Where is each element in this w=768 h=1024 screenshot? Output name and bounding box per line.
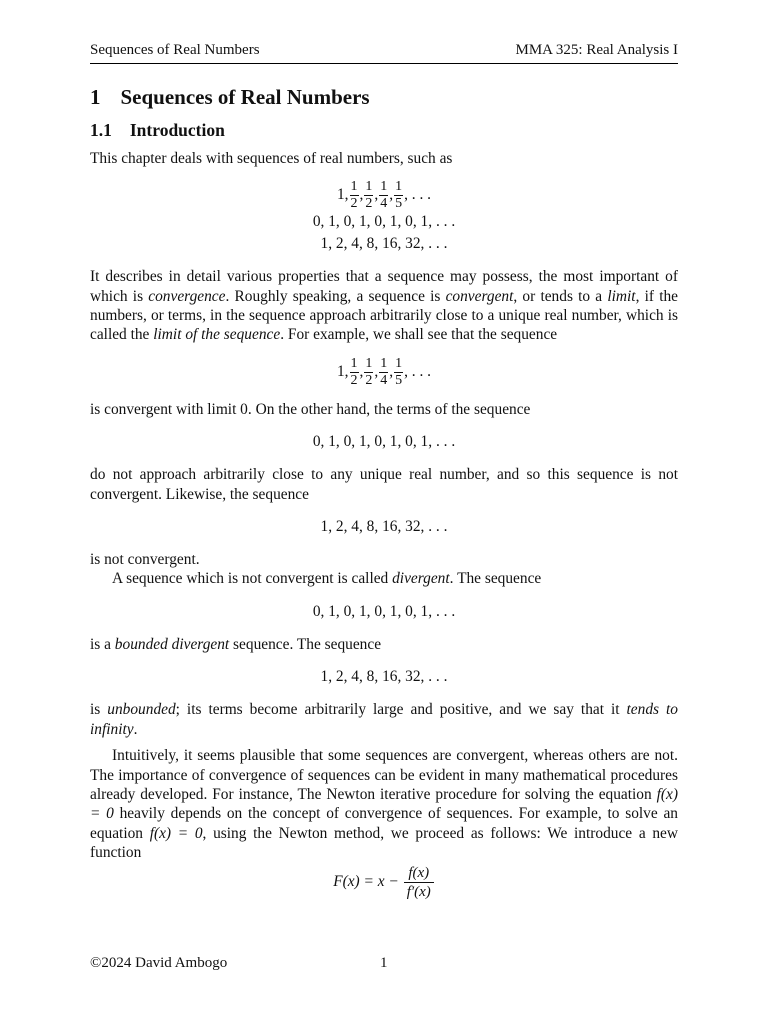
section-title: Sequences of Real Numbers: [120, 85, 370, 109]
paragraph-unbounded: is unbounded; its terms become arbitrarily large and positive, and we say that it tends to infinity.: [90, 701, 678, 738]
paragraph-convergence: It describes in detail various properties that a sequence may possess, the most important of which is convergence. Roughly speaking, a sequence is convergent, or tends to a limit, if the numbers, or terms, in the sequence approach arbitrarily close to a unique real number, which is called the limit of the sequence. For example, we shall see that the sequence: [90, 268, 679, 344]
display-alternating: [90, 601, 678, 623]
formula-fraction: $\frac{f(x)}{f'(x)}$: [404, 865, 434, 900]
sequence-alternating: 0, 1, 0, 1, 0, 1, 0, 1, . . .: [312, 433, 456, 451]
copyright: ©2024 David Ambogo: [90, 955, 228, 971]
sequence-alternating: 0, 1, 0, 1, 0, 1, 0, 1, . . .: [312, 213, 456, 231]
paragraph-bounded: is a bounded divergent sequence. The sequence: [90, 635, 382, 653]
fraction: $\frac{1}{2}$: [365, 355, 373, 388]
subsection-heading: [90, 121, 678, 140]
subsection-title: Introduction: [129, 120, 225, 141]
display-powers: [90, 666, 678, 688]
section-number: 1: [90, 85, 101, 109]
paragraph-newton: Intuitively, it seems plausible that some sequences are convergent, whereas others are not. The importance of convergence of sequences can be evident in many mathematical procedures already developed. For instance, The Newton iterative procedure for solving the equation f(x) = 0 heavily depends on the concept of convergence of sequences. For example, to solve an equation f(x) = 0, using the Newton method, we proceed as follows: We introduce a new function: [90, 747, 679, 862]
sequence-powers: 1, 2, 4, 8, 16, 32, . . .: [320, 235, 448, 253]
fraction: $\frac{1}{5}$: [395, 179, 403, 212]
main-content: [90, 84, 678, 900]
section-heading: [90, 85, 678, 109]
fraction: $\frac{1}{2}$: [350, 355, 358, 388]
fraction: $\frac{1}{4}$: [380, 355, 388, 388]
paragraph-intro: This chapter deals with sequences of real numbers, such as: [90, 149, 453, 167]
fraction: $\frac{1}{2}$: [365, 179, 373, 212]
sequence-powers: 1, 2, 4, 8, 16, 32, . . .: [320, 668, 448, 686]
paragraph-short: is not convergent.: [90, 551, 200, 569]
fraction: $\frac{1}{5}$: [395, 355, 403, 388]
display-alternating: [90, 431, 678, 453]
newton-formula: [90, 865, 678, 900]
paragraph-divergent: A sequence which is not convergent is called divergent. The sequence: [112, 570, 542, 588]
display-powers: [90, 516, 678, 538]
header-left: Sequences of Real Numbers: [90, 42, 260, 58]
formula-lhs: F(x) = x −: [333, 872, 399, 890]
display-sequences: [90, 180, 678, 255]
paragraph-not-convergent: do not approach arbitrarily close to any unique real number, and so this sequence is not convergent. Likewise, the sequence: [90, 466, 678, 503]
fraction: $\frac{1}{2}$: [350, 179, 358, 212]
fraction: $\frac{1}{4}$: [380, 179, 388, 212]
page-number: 1: [380, 955, 388, 971]
header-right: MMA 325: Real Analysis I: [515, 42, 678, 58]
sequence-alternating: 0, 1, 0, 1, 0, 1, 0, 1, . . .: [312, 602, 456, 620]
sequence-harmonic: 1, $\frac{1}{2}$ , $\frac{1}{2}$ , $\frac{1}{4}$ , $\frac{1}{5}$ , . . .: [336, 179, 432, 212]
sequence-harmonic: 1, $\frac{1}{2}$ , $\frac{1}{2}$ , $\frac{1}{4}$ , $\frac{1}{5}$ , . . .: [336, 355, 432, 388]
display-harmonic: [90, 357, 678, 388]
paragraph-limit-zero: is convergent with limit 0. On the other hand, the terms of the sequence: [90, 400, 531, 418]
subsection-number: 1.1: [90, 120, 112, 141]
running-header: [90, 42, 678, 64]
sequence-powers: 1, 2, 4, 8, 16, 32, . . .: [320, 518, 448, 536]
